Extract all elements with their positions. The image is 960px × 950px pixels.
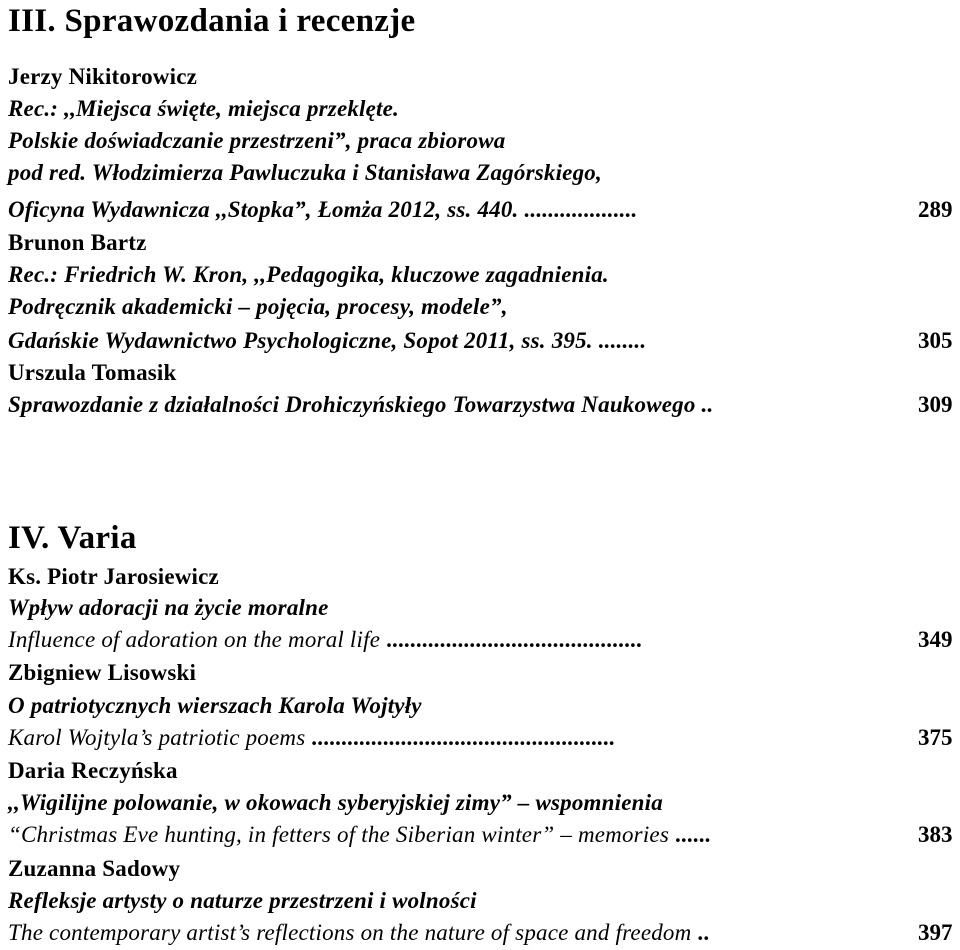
page-number: 349 <box>918 627 953 652</box>
entry-author: Zuzanna Sadowy <box>8 856 181 881</box>
entry-english-title <box>8 724 615 752</box>
page-number: 305 <box>918 328 953 353</box>
entry-english-title <box>8 919 709 947</box>
english-title-text: Karol Wojtyla’s patriotic poems <box>8 725 306 750</box>
entry-title-line: Rec.: ,,Miejsca święte, miejsca przeklęte. <box>8 96 399 121</box>
entry-english-title <box>8 821 711 849</box>
leader-dots: .. <box>697 920 710 945</box>
leader-dots: ........................................... <box>386 627 642 652</box>
entry-author: Jerzy Nikitorowicz <box>8 64 198 89</box>
entry-title-line: Rec.: Friedrich W. Kron, ,,Pedagogika, kluczowe zagadnienia. <box>8 262 609 287</box>
entry-title: Wpływ adoracji na życie moralne <box>8 595 329 620</box>
entry-title: ,,Wigilijne polowanie, w okowach syberyjskiej zimy” – wspomnienia <box>8 790 663 815</box>
entry-title-line: Podręcznik akademicki – pojęcia, procesy, modele”, <box>8 294 508 319</box>
entry-title-line: Polskie doświadczanie przestrzeni”, praca zbiorowa <box>8 128 506 153</box>
section-title: III. Sprawozdania i recenzje <box>8 3 416 39</box>
entry-title-line: Gdańskie Wydawnictwo Psychologiczne, Sopot 2011, ss. 395. ........ <box>8 328 647 353</box>
entry-title-line: pod red. Włodzimierza Pawluczuka i Stanisława Zagórskiego, <box>8 160 602 185</box>
english-title-text: Influence of adoration on the moral life <box>8 627 381 652</box>
entry-title-line: Oficyna Wydawnicza ,,Stopka”, Łomża 2012, ss. 440. ................... <box>8 197 638 222</box>
page-number: 375 <box>918 725 953 750</box>
page-number: 397 <box>918 920 953 945</box>
leader-dots: ................................................... <box>311 725 615 750</box>
english-title-text: “Christmas Eve hunting, in fetters of the Siberian winter” – memories <box>8 822 669 847</box>
page-number: 289 <box>918 197 953 222</box>
entry-author: Daria Reczyńska <box>8 758 178 783</box>
entry-author: Urszula Tomasik <box>8 360 177 385</box>
entry-author: Zbigniew Lisowski <box>8 660 197 685</box>
leader-dots: ...... <box>674 822 711 847</box>
page-number: 309 <box>918 392 953 417</box>
entry-title-line: Sprawozdanie z działalności Drohiczyńskiego Towarzystwa Naukowego .. <box>8 392 714 417</box>
english-title-text: The contemporary artist’s reflections on the nature of space and freedom <box>8 920 692 945</box>
entry-title: Refleksje artysty o naturze przestrzeni i wolności <box>8 888 477 913</box>
section-title: IV. Varia <box>8 520 137 556</box>
page-number: 383 <box>918 822 953 847</box>
entry-author: Brunon Bartz <box>8 230 147 255</box>
entry-title: O patriotycznych wierszach Karola Wojtyły <box>8 693 422 718</box>
entry-author: Ks. Piotr Jarosiewicz <box>8 564 219 589</box>
entry-english-title <box>8 626 642 654</box>
